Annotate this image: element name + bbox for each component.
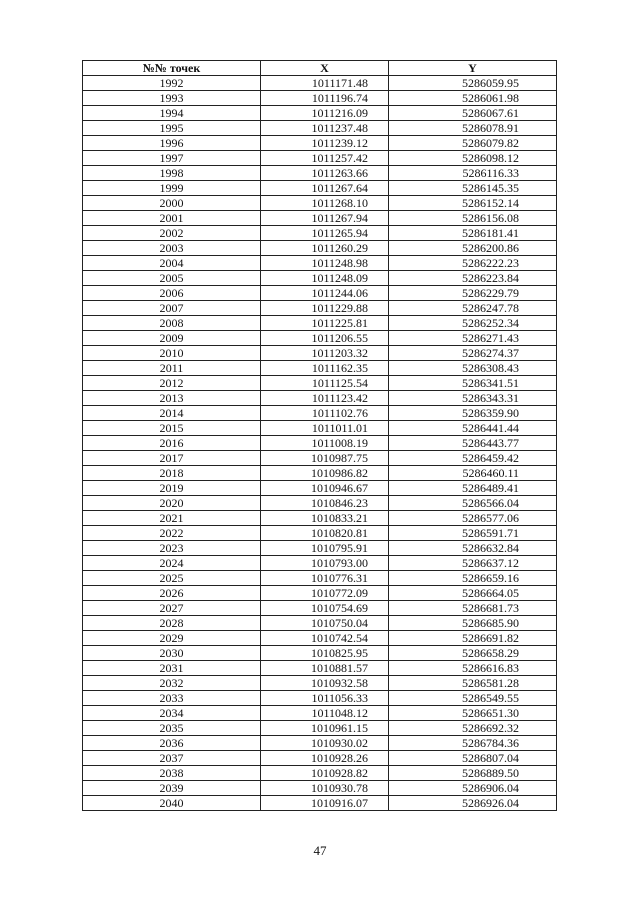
cell-point-number: 2018 bbox=[83, 466, 261, 481]
cell-y: 5286889.50 bbox=[389, 766, 557, 781]
cell-x: 1010928.82 bbox=[261, 766, 389, 781]
cell-point-number: 2024 bbox=[83, 556, 261, 571]
cell-point-number: 2009 bbox=[83, 331, 261, 346]
cell-point-number: 2040 bbox=[83, 796, 261, 811]
cell-x: 1010820.81 bbox=[261, 526, 389, 541]
table-row bbox=[83, 361, 557, 376]
cell-y: 5286059.95 bbox=[389, 76, 557, 91]
cell-point-number: 2036 bbox=[83, 736, 261, 751]
table-row bbox=[83, 106, 557, 121]
cell-y: 5286274.37 bbox=[389, 346, 557, 361]
page-number: 47 bbox=[313, 843, 327, 858]
cell-point-number: 2034 bbox=[83, 706, 261, 721]
cell-point-number: 2005 bbox=[83, 271, 261, 286]
cell-x: 1011048.12 bbox=[261, 706, 389, 721]
cell-point-number: 2026 bbox=[83, 586, 261, 601]
table-row bbox=[83, 496, 557, 511]
cell-point-number: 2028 bbox=[83, 616, 261, 631]
table-row bbox=[83, 676, 557, 691]
cell-point-number: 2023 bbox=[83, 541, 261, 556]
header-x: X bbox=[261, 61, 389, 76]
cell-x: 1010750.04 bbox=[261, 616, 389, 631]
table-row bbox=[83, 166, 557, 181]
cell-x: 1010825.95 bbox=[261, 646, 389, 661]
cell-point-number: 2027 bbox=[83, 601, 261, 616]
cell-y: 5286359.90 bbox=[389, 406, 557, 421]
cell-x: 1010986.82 bbox=[261, 466, 389, 481]
cell-x: 1011239.12 bbox=[261, 136, 389, 151]
cell-x: 1011196.74 bbox=[261, 91, 389, 106]
cell-y: 5286632.84 bbox=[389, 541, 557, 556]
cell-y: 5286591.71 bbox=[389, 526, 557, 541]
table-header bbox=[83, 61, 557, 76]
cell-y: 5286906.04 bbox=[389, 781, 557, 796]
cell-point-number: 1994 bbox=[83, 106, 261, 121]
cell-y: 5286061.98 bbox=[389, 91, 557, 106]
table-row bbox=[83, 526, 557, 541]
cell-point-number: 2010 bbox=[83, 346, 261, 361]
cell-y: 5286566.04 bbox=[389, 496, 557, 511]
cell-y: 5286098.12 bbox=[389, 151, 557, 166]
header-point-number: №№ точек bbox=[83, 61, 261, 76]
cell-y: 5286079.82 bbox=[389, 136, 557, 151]
table-row bbox=[83, 211, 557, 226]
cell-y: 5286549.55 bbox=[389, 691, 557, 706]
cell-point-number: 2019 bbox=[83, 481, 261, 496]
table-row bbox=[83, 136, 557, 151]
cell-point-number: 2000 bbox=[83, 196, 261, 211]
cell-x: 1011248.09 bbox=[261, 271, 389, 286]
table-row bbox=[83, 256, 557, 271]
table-row bbox=[83, 691, 557, 706]
cell-y: 5286659.16 bbox=[389, 571, 557, 586]
cell-y: 5286343.31 bbox=[389, 391, 557, 406]
cell-y: 5286681.73 bbox=[389, 601, 557, 616]
table-row bbox=[83, 706, 557, 721]
cell-x: 1010793.00 bbox=[261, 556, 389, 571]
table-row bbox=[83, 331, 557, 346]
cell-x: 1011203.32 bbox=[261, 346, 389, 361]
header-y: Y bbox=[389, 61, 557, 76]
cell-y: 5286222.23 bbox=[389, 256, 557, 271]
cell-y: 5286078.91 bbox=[389, 121, 557, 136]
cell-y: 5286441.44 bbox=[389, 421, 557, 436]
cell-x: 1011125.54 bbox=[261, 376, 389, 391]
cell-y: 5286807.04 bbox=[389, 751, 557, 766]
cell-x: 1011206.55 bbox=[261, 331, 389, 346]
cell-x: 1011056.33 bbox=[261, 691, 389, 706]
table-row bbox=[83, 406, 557, 421]
cell-x: 1010754.69 bbox=[261, 601, 389, 616]
cell-x: 1011267.94 bbox=[261, 211, 389, 226]
cell-x: 1011162.35 bbox=[261, 361, 389, 376]
table-row bbox=[83, 466, 557, 481]
cell-y: 5286577.06 bbox=[389, 511, 557, 526]
cell-y: 5286926.04 bbox=[389, 796, 557, 811]
cell-x: 1011260.29 bbox=[261, 241, 389, 256]
cell-y: 5286200.86 bbox=[389, 241, 557, 256]
table-row bbox=[83, 76, 557, 91]
cell-y: 5286489.41 bbox=[389, 481, 557, 496]
cell-x: 1010930.78 bbox=[261, 781, 389, 796]
cell-x: 1010932.58 bbox=[261, 676, 389, 691]
cell-x: 1010833.21 bbox=[261, 511, 389, 526]
cell-y: 5286616.83 bbox=[389, 661, 557, 676]
cell-point-number: 2011 bbox=[83, 361, 261, 376]
cell-point-number: 2014 bbox=[83, 406, 261, 421]
cell-x: 1011248.98 bbox=[261, 256, 389, 271]
cell-y: 5286252.34 bbox=[389, 316, 557, 331]
cell-x: 1010928.26 bbox=[261, 751, 389, 766]
cell-point-number: 2029 bbox=[83, 631, 261, 646]
table-row bbox=[83, 751, 557, 766]
cell-y: 5286459.42 bbox=[389, 451, 557, 466]
cell-x: 1011011.01 bbox=[261, 421, 389, 436]
table-row bbox=[83, 736, 557, 751]
cell-point-number: 2006 bbox=[83, 286, 261, 301]
cell-point-number: 1996 bbox=[83, 136, 261, 151]
cell-point-number: 1995 bbox=[83, 121, 261, 136]
table-row bbox=[83, 346, 557, 361]
table-row bbox=[83, 376, 557, 391]
cell-y: 5286664.05 bbox=[389, 586, 557, 601]
table-row bbox=[83, 586, 557, 601]
cell-y: 5286247.78 bbox=[389, 301, 557, 316]
cell-x: 1010776.31 bbox=[261, 571, 389, 586]
table-row bbox=[83, 766, 557, 781]
cell-point-number: 2017 bbox=[83, 451, 261, 466]
cell-x: 1011268.10 bbox=[261, 196, 389, 211]
cell-x: 1010795.91 bbox=[261, 541, 389, 556]
cell-x: 1011008.19 bbox=[261, 436, 389, 451]
cell-x: 1011267.64 bbox=[261, 181, 389, 196]
cell-y: 5286145.35 bbox=[389, 181, 557, 196]
table-row bbox=[83, 181, 557, 196]
table-row bbox=[83, 601, 557, 616]
cell-x: 1011263.66 bbox=[261, 166, 389, 181]
table-row bbox=[83, 511, 557, 526]
cell-point-number: 2038 bbox=[83, 766, 261, 781]
table-row bbox=[83, 616, 557, 631]
table-row bbox=[83, 316, 557, 331]
cell-y: 5286341.51 bbox=[389, 376, 557, 391]
cell-y: 5286691.82 bbox=[389, 631, 557, 646]
cell-y: 5286223.84 bbox=[389, 271, 557, 286]
table-row bbox=[83, 196, 557, 211]
table-row bbox=[83, 721, 557, 736]
cell-y: 5286784.36 bbox=[389, 736, 557, 751]
cell-point-number: 2003 bbox=[83, 241, 261, 256]
table-row bbox=[83, 391, 557, 406]
cell-x: 1010846.23 bbox=[261, 496, 389, 511]
cell-point-number: 2002 bbox=[83, 226, 261, 241]
cell-y: 5286181.41 bbox=[389, 226, 557, 241]
table-row bbox=[83, 421, 557, 436]
cell-x: 1010946.67 bbox=[261, 481, 389, 496]
table-row bbox=[83, 91, 557, 106]
cell-x: 1010916.07 bbox=[261, 796, 389, 811]
cell-point-number: 2001 bbox=[83, 211, 261, 226]
cell-x: 1010881.57 bbox=[261, 661, 389, 676]
table-row bbox=[83, 646, 557, 661]
cell-x: 1010930.02 bbox=[261, 736, 389, 751]
coordinates-table bbox=[82, 60, 557, 811]
cell-x: 1011225.81 bbox=[261, 316, 389, 331]
cell-y: 5286460.11 bbox=[389, 466, 557, 481]
table-row bbox=[83, 781, 557, 796]
cell-y: 5286581.28 bbox=[389, 676, 557, 691]
cell-point-number: 2035 bbox=[83, 721, 261, 736]
table-row bbox=[83, 481, 557, 496]
cell-x: 1011237.48 bbox=[261, 121, 389, 136]
table-row bbox=[83, 286, 557, 301]
cell-y: 5286116.33 bbox=[389, 166, 557, 181]
cell-point-number: 2025 bbox=[83, 571, 261, 586]
table-row bbox=[83, 301, 557, 316]
table-row bbox=[83, 151, 557, 166]
cell-point-number: 1999 bbox=[83, 181, 261, 196]
table-body bbox=[83, 76, 557, 811]
cell-point-number: 2016 bbox=[83, 436, 261, 451]
cell-y: 5286651.30 bbox=[389, 706, 557, 721]
cell-y: 5286308.43 bbox=[389, 361, 557, 376]
cell-x: 1010742.54 bbox=[261, 631, 389, 646]
cell-y: 5286229.79 bbox=[389, 286, 557, 301]
cell-y: 5286658.29 bbox=[389, 646, 557, 661]
cell-x: 1011171.48 bbox=[261, 76, 389, 91]
cell-y: 5286156.08 bbox=[389, 211, 557, 226]
table-row bbox=[83, 121, 557, 136]
table-row bbox=[83, 241, 557, 256]
cell-y: 5286685.90 bbox=[389, 616, 557, 631]
cell-y: 5286067.61 bbox=[389, 106, 557, 121]
cell-point-number: 2039 bbox=[83, 781, 261, 796]
cell-point-number: 1997 bbox=[83, 151, 261, 166]
cell-point-number: 2007 bbox=[83, 301, 261, 316]
cell-point-number: 1993 bbox=[83, 91, 261, 106]
cell-x: 1010961.15 bbox=[261, 721, 389, 736]
cell-x: 1010987.75 bbox=[261, 451, 389, 466]
table-row bbox=[83, 796, 557, 811]
cell-x: 1011257.42 bbox=[261, 151, 389, 166]
cell-point-number: 2004 bbox=[83, 256, 261, 271]
cell-y: 5286637.12 bbox=[389, 556, 557, 571]
cell-x: 1011244.06 bbox=[261, 286, 389, 301]
cell-x: 1011123.42 bbox=[261, 391, 389, 406]
cell-point-number: 2021 bbox=[83, 511, 261, 526]
cell-point-number: 2015 bbox=[83, 421, 261, 436]
cell-point-number: 2020 bbox=[83, 496, 261, 511]
cell-point-number: 2031 bbox=[83, 661, 261, 676]
cell-point-number: 2013 bbox=[83, 391, 261, 406]
cell-point-number: 2037 bbox=[83, 751, 261, 766]
cell-point-number: 1992 bbox=[83, 76, 261, 91]
table-row bbox=[83, 271, 557, 286]
cell-x: 1011229.88 bbox=[261, 301, 389, 316]
header-row bbox=[83, 61, 557, 76]
cell-x: 1011102.76 bbox=[261, 406, 389, 421]
cell-point-number: 2012 bbox=[83, 376, 261, 391]
table-row bbox=[83, 451, 557, 466]
cell-point-number: 2032 bbox=[83, 676, 261, 691]
cell-point-number: 2033 bbox=[83, 691, 261, 706]
table-row bbox=[83, 571, 557, 586]
table-row bbox=[83, 436, 557, 451]
cell-y: 5286443.77 bbox=[389, 436, 557, 451]
table-row bbox=[83, 631, 557, 646]
cell-point-number: 2030 bbox=[83, 646, 261, 661]
cell-y: 5286271.43 bbox=[389, 331, 557, 346]
cell-x: 1010772.09 bbox=[261, 586, 389, 601]
table-row bbox=[83, 556, 557, 571]
cell-point-number: 2008 bbox=[83, 316, 261, 331]
cell-y: 5286152.14 bbox=[389, 196, 557, 211]
cell-point-number: 1998 bbox=[83, 166, 261, 181]
cell-x: 1011265.94 bbox=[261, 226, 389, 241]
table-row bbox=[83, 226, 557, 241]
cell-point-number: 2022 bbox=[83, 526, 261, 541]
table-row bbox=[83, 661, 557, 676]
table-row bbox=[83, 541, 557, 556]
cell-y: 5286692.32 bbox=[389, 721, 557, 736]
cell-x: 1011216.09 bbox=[261, 106, 389, 121]
